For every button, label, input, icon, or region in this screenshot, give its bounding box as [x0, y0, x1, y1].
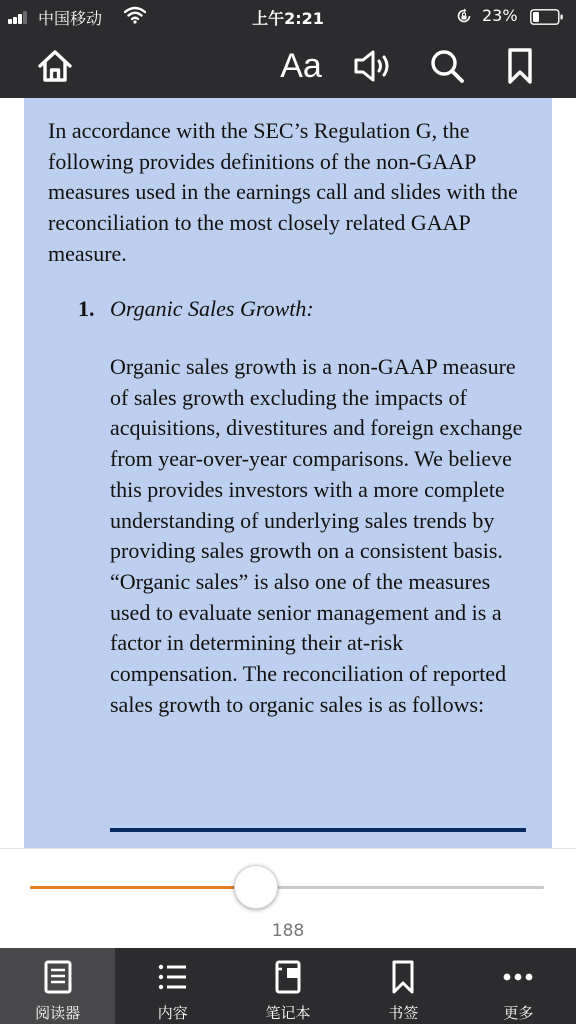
clock: 上午2:21 — [252, 9, 324, 28]
bookmark-button[interactable] — [498, 42, 542, 90]
tab-contents[interactable] — [115, 948, 230, 1024]
bottom-tab-bar — [0, 948, 576, 1024]
battery-percent: 23% — [482, 6, 518, 25]
list-item-title: Organic Sales Growth: — [110, 296, 314, 321]
bookmark-icon — [386, 960, 420, 994]
carrier-name: 中国移动 — [38, 9, 103, 28]
reader-icon — [41, 960, 75, 994]
reader-toolbar — [0, 34, 576, 98]
page-slider-panel — [0, 848, 576, 948]
more-icon — [501, 960, 535, 994]
page-slider-progress — [30, 886, 256, 889]
status-bar — [0, 0, 576, 34]
search-icon — [428, 47, 466, 85]
list-item-body: Organic sales growth is a non-GAAP measure of sales growth excluding the impacts of acquisitions, divestitures and foreign exchange from year-over-year comparisons. We believe this provides investors with a more complete understanding of underlying sales trends by providing sales growth on a consistent basis. “Organic sales” is also one of the measures used to evaluate senior management and is a factor in determining their at-risk compensation. The reconciliation of reported sales growth to organic sales is as follows: — [110, 354, 523, 717]
tab-bookmarks-label: 书签 — [388, 1004, 419, 1022]
speaker-icon — [352, 48, 394, 84]
tab-more-label: 更多 — [503, 1004, 534, 1022]
font-size-icon: Aa — [280, 46, 322, 85]
home-button[interactable] — [30, 42, 80, 90]
font-size-button[interactable] — [272, 42, 330, 90]
contents-list-icon — [156, 960, 190, 994]
tab-reader-label: 阅读器 — [35, 1004, 81, 1022]
section-divider — [110, 828, 526, 832]
page-number: 188 — [271, 921, 305, 941]
home-icon — [36, 47, 74, 85]
tab-more[interactable] — [461, 948, 576, 1024]
list-item-number: 1. — [78, 296, 95, 321]
tab-contents-label: 内容 — [157, 1004, 188, 1022]
tab-bookmarks[interactable] — [346, 948, 461, 1024]
bookmark-icon — [505, 47, 535, 85]
page-slider-thumb[interactable] — [234, 865, 278, 909]
intro-paragraph: In accordance with the SEC’s Regulation G, the following provides definitions of the non-GAAP measures used in the earnings call and slides with the reconciliation to the most closely related GAAP measure. — [48, 118, 518, 266]
tab-reader[interactable] — [0, 948, 115, 1024]
tab-notebook[interactable] — [230, 948, 345, 1024]
tab-notebook-label: 笔记本 — [265, 1004, 311, 1022]
search-button[interactable] — [424, 42, 470, 90]
battery-icon — [530, 9, 564, 25]
read-aloud-button[interactable] — [350, 42, 396, 90]
book-page — [24, 98, 552, 848]
orientation-lock-icon — [456, 8, 472, 24]
list-item-heading — [78, 294, 518, 325]
reader-viewport[interactable] — [0, 98, 576, 848]
notebook-icon — [271, 960, 305, 994]
